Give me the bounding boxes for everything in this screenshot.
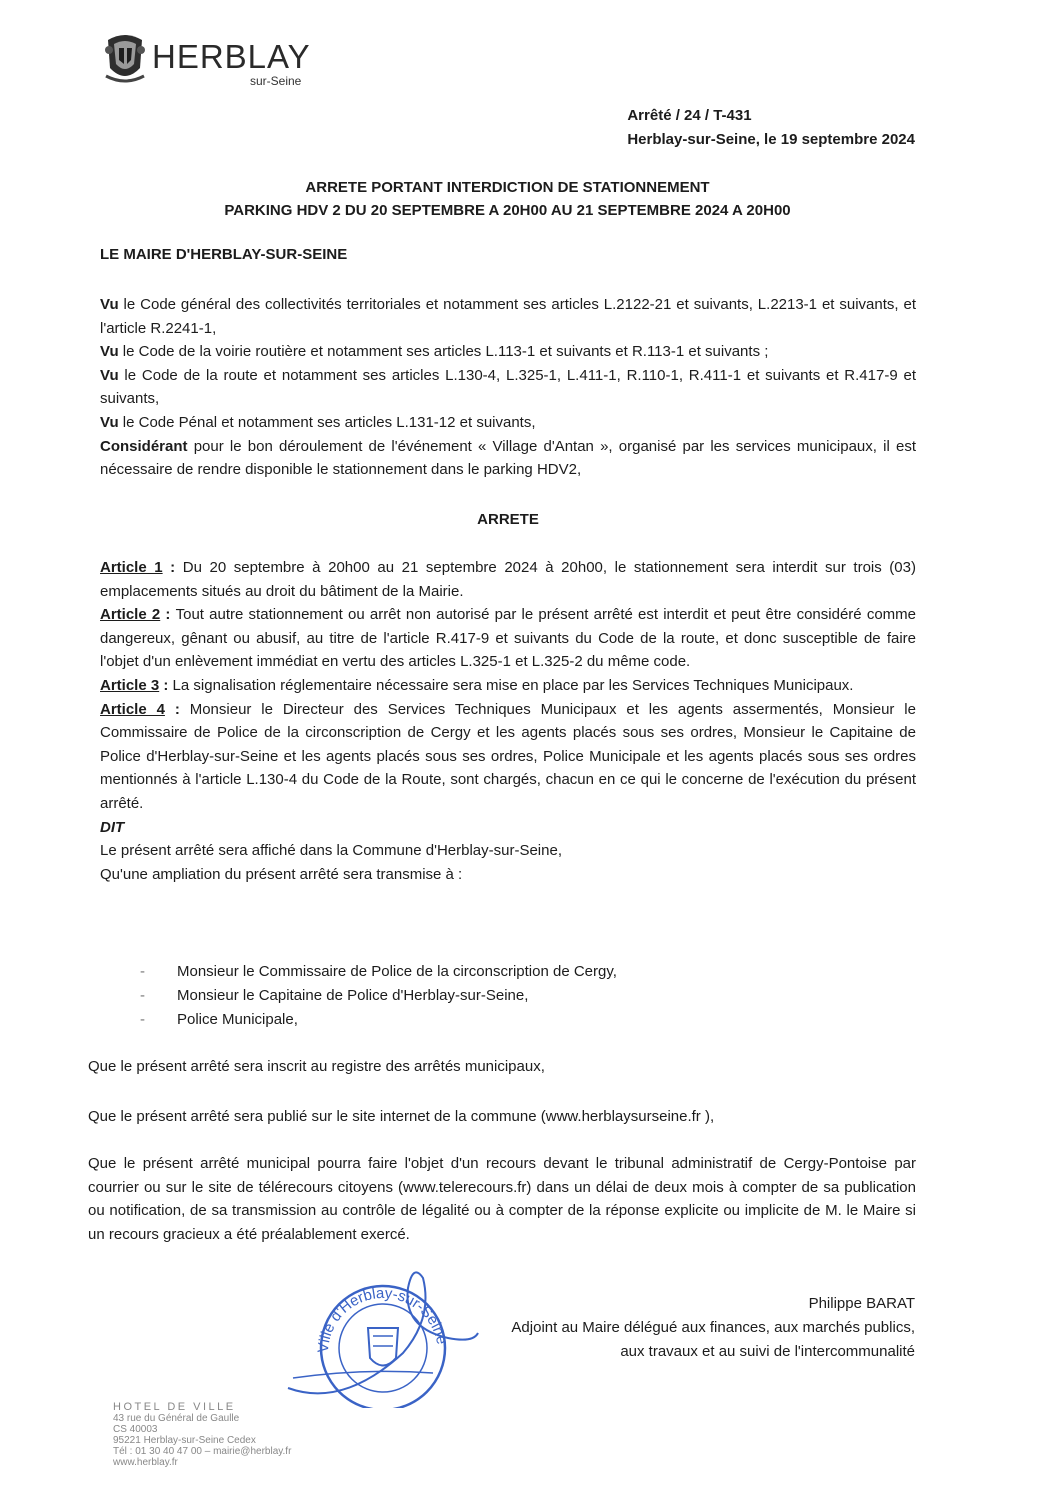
visa-text: pour le bon déroulement de l'événement « Village d'Antan », organisé par les services municipaux, il est nécessaire de rendre disponible le stationnement dans le parking HDV2,	[100, 437, 916, 479]
signatory-role-1: Adjoint au Maire délégué aux finances, aux marchés publics,	[511, 1319, 915, 1336]
articles-section	[100, 556, 916, 886]
article-label: Article 3	[100, 676, 160, 694]
dit-line-2: Qu'une ampliation du présent arrêté sera transmise à :	[100, 865, 463, 883]
bullet-dash: -	[140, 987, 145, 1004]
article-text: La signalisation réglementaire nécessaire sera mise en place par les Services Techniques Municipaux.	[172, 676, 854, 694]
svg-text:Ville d'Herblay-sur-Seine	[315, 1285, 450, 1354]
article-label: Article 1	[100, 559, 163, 576]
article-separator: :	[160, 606, 176, 624]
footer-line-2: 43 rue du Général de Gaulle	[113, 1413, 240, 1424]
visa-text: le Code Pénal et notamment ses articles L.131-12 et suivants,	[118, 413, 536, 431]
footer-line-6: www.herblay.fr	[113, 1457, 178, 1468]
visa-lead: Vu	[100, 343, 119, 361]
signature-block	[511, 1292, 915, 1364]
visa-text: le Code général des collectivités territoriales et notamment ses articles L.2122-21 et suivants, L.2213-1 et suivants, et l'article R.2241-1,	[100, 296, 916, 337]
title-line-1: ARRETE PORTANT INTERDICTION DE STATIONNEMENT	[305, 179, 710, 196]
article-separator: :	[159, 676, 173, 694]
footer-line-5: Tél : 01 30 40 47 00 – mairie@herblay.fr	[113, 1446, 292, 1457]
article-text: Tout autre stationnement ou arrêt non autorisé par le présent arrêté est interdit et peut être considéré comme dangereux, gênant ou abusif, au titre de l'article R.417-9 et suivants du Code de la route, et donc susceptible de faire l'objet d'un enlèvement immédiat en vertu des articles L.325-1 et L.325-2 du même code.	[100, 606, 916, 671]
visa-text: le Code de la route et notamment ses articles L.130-4, L.325-1, L.411-1, R.110-1, R.411-1 et suivants et R.417-9 et suivants,	[100, 366, 916, 408]
closing-text: Que le présent arrêté municipal pourra faire l'objet d'un recours devant le tribunal administratif de Cergy-Pontoise par courrier ou sur le site de télérecours citoyens (www.telerecours.fr) dans un délai de deux mois à compter de sa publication ou notification, de sa transmission au contrôle de légalité ou à compter de la réponse explicite ou implicite de M. le Maire si un recours gracieux a été préalablement exercé.	[88, 1155, 916, 1243]
recipients-list	[140, 960, 617, 1032]
official-stamp-icon	[283, 1258, 483, 1408]
title-line-2: PARKING HDV 2 DU 20 SEPTEMBRE A 20H00 AU 21 SEPTEMBRE 2024 A 20H00	[224, 202, 791, 219]
closing-text: Que le présent arrêté sera publié sur le site internet de la commune (www.herblaysurseine.fr ),	[88, 1108, 715, 1125]
closing-text: Que le présent arrêté sera inscrit au registre des arrêtés municipaux,	[88, 1058, 545, 1075]
bullet-dash: -	[140, 1011, 145, 1028]
article-label: Article 2	[100, 606, 161, 624]
list-item	[140, 1008, 617, 1032]
closing-paragraph-1	[88, 1055, 916, 1079]
footer-line-3: CS 40003	[113, 1424, 158, 1435]
place-date: Herblay-sur-Seine, le 19 septembre 2024	[627, 131, 915, 148]
visa-item	[100, 435, 916, 482]
article-text: Monsieur le Directeur des Services Techniques Municipaux et les agents assermentés, Monsieur le Commissaire de Police de la circonscription de Cergy et les agents placés sous ses ordres, Monsieur le Capitaine de Police d'Herblay-sur-Seine et les agents placés sous ses ordres, Police Municipale et les agents placés sous ses ordres mentionnés à l'article L.130-4 du Code de la Route, sont chargés, chacun en ce qui le concerne de l'exécution du présent arrêté.	[100, 700, 916, 812]
herblay-logo	[100, 30, 315, 90]
visa-lead: Vu	[100, 413, 119, 431]
bullet-dash: -	[140, 963, 145, 980]
visa-lead: Vu	[100, 296, 119, 313]
visas-section	[100, 293, 916, 482]
document-title	[100, 176, 915, 222]
stamp-text: Ville d'Herblay-sur-Seine	[314, 1284, 451, 1354]
recipient-text: Monsieur le Capitaine de Police d'Herblay-sur-Seine,	[177, 987, 529, 1004]
signatory-role-2: aux travaux et au suivi de l'intercommunalité	[620, 1343, 915, 1360]
reference-block	[627, 104, 915, 152]
arrete-heading: ARRETE	[477, 511, 539, 528]
article-text: Du 20 septembre à 20h00 au 21 septembre 2024 à 20h00, le stationnement sera interdit sur trois (03) emplacements situés au droit du bâtiment de la Mairie.	[100, 559, 916, 600]
recipient-text: Police Municipale,	[177, 1011, 298, 1028]
visa-lead: Vu	[100, 366, 119, 384]
article-item	[100, 698, 916, 816]
coat-of-arms-icon	[100, 30, 150, 86]
article-label: Article 4	[100, 700, 165, 718]
closing-paragraph-2	[88, 1105, 916, 1129]
visa-item	[100, 364, 916, 411]
article-separator: :	[162, 559, 183, 576]
article-item	[100, 556, 916, 603]
signatory-name: Philippe BARAT	[808, 1295, 915, 1312]
footer-address	[113, 1402, 291, 1468]
recipient-text: Monsieur le Commissaire de Police de la circonscription de Cergy,	[177, 963, 617, 980]
list-item	[140, 984, 617, 1008]
visa-item	[100, 340, 916, 364]
footer-line-1: HOTEL DE VILLE	[113, 1401, 236, 1413]
dit-heading: DIT	[100, 818, 125, 836]
closing-paragraph-3	[88, 1152, 916, 1246]
dit-line-1: Le présent arrêté sera affiché dans la Commune d'Herblay-sur-Seine,	[100, 842, 562, 860]
visa-text: le Code de la voirie routière et notamment ses articles L.113-1 et suivants et R.113-1 et suivants ;	[118, 343, 769, 361]
logo-subtitle: sur-Seine	[250, 74, 302, 88]
article-item	[100, 603, 916, 674]
article-item	[100, 674, 916, 698]
visa-lead: Considérant	[100, 437, 188, 455]
reference-number: Arrêté / 24 / T-431	[627, 107, 752, 124]
article-separator: :	[164, 700, 190, 718]
footer-line-4: 95221 Herblay-sur-Seine Cedex	[113, 1435, 256, 1446]
visa-item	[100, 411, 916, 435]
visa-item	[100, 293, 916, 340]
maire-heading: LE MAIRE D'HERBLAY-SUR-SEINE	[100, 246, 348, 263]
logo-name: HERBLAY	[152, 38, 311, 75]
list-item	[140, 960, 617, 984]
